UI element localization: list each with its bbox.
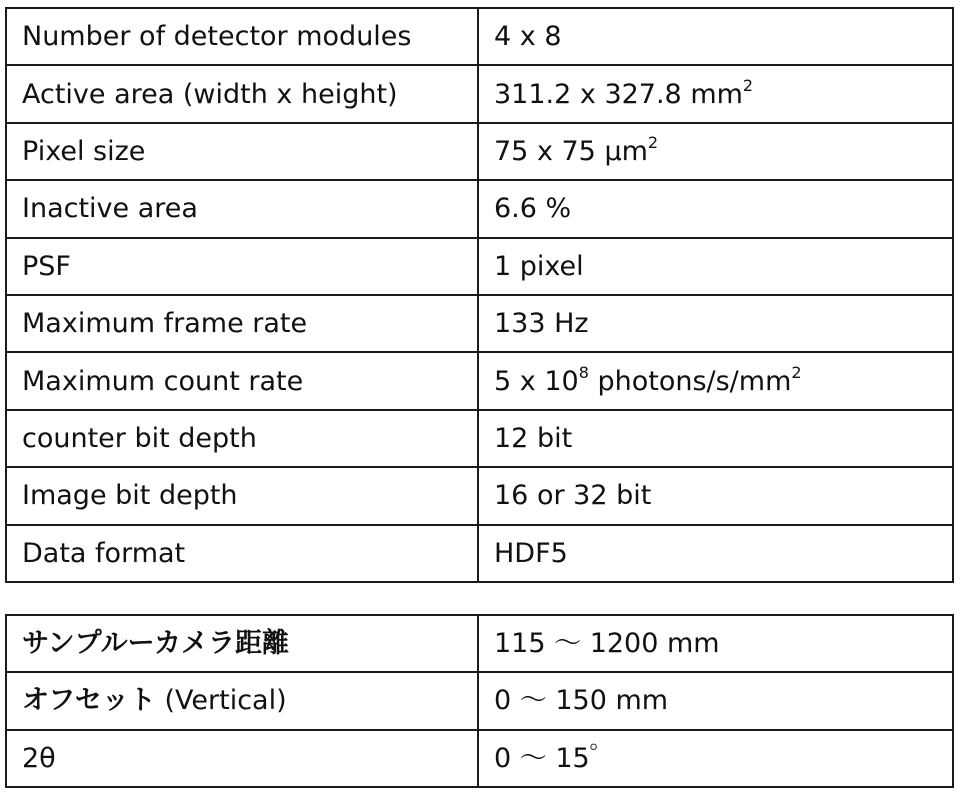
row-label: Data format: [6, 525, 478, 582]
row-value: 311.2 x 327.8 $mm^2$: [478, 65, 953, 122]
row-value: 6.6 %: [478, 180, 953, 237]
table-row: [6, 410, 953, 467]
table-row: [6, 123, 953, 180]
row-value: 4 x 8: [478, 8, 953, 65]
table-row: [6, 672, 953, 729]
row-label: Maximum frame rate: [6, 295, 478, 352]
row-value: 5 x $10^8$ photons/$s/mm^2$: [478, 352, 953, 409]
row-label: counter bit depth: [6, 410, 478, 467]
table-row: [6, 238, 953, 295]
row-label: Inactive area: [6, 180, 478, 237]
row-value: 12 bit: [478, 410, 953, 467]
table-row: [6, 730, 953, 787]
table-row: [6, 615, 953, 672]
table-row: [6, 467, 953, 524]
row-label: 2θ: [6, 730, 478, 787]
row-label: PSF: [6, 238, 478, 295]
camera-geometry-table: [5, 614, 954, 788]
row-label: Number of detector modules: [6, 8, 478, 65]
table-row: [6, 8, 953, 65]
row-label: Maximum count rate: [6, 352, 478, 409]
row-label: Active area (width x height): [6, 65, 478, 122]
table-row: [6, 180, 953, 237]
table-row: [6, 65, 953, 122]
row-label: サンプルーカメラ距離: [6, 615, 478, 672]
table-row: [6, 525, 953, 582]
row-value: 1 pixel: [478, 238, 953, 295]
row-value: HDF5: [478, 525, 953, 582]
row-value: 115 〜 1200 mm: [478, 615, 953, 672]
row-label: Pixel size: [6, 123, 478, 180]
row-value: 0 〜 15゜: [478, 730, 953, 787]
table-row: [6, 295, 953, 352]
row-value: 16 or 32 bit: [478, 467, 953, 524]
table-row: [6, 352, 953, 409]
detector-spec-table: [5, 7, 954, 583]
row-value: 75 x 75 $\mu m^2$: [478, 123, 953, 180]
row-value: 133 Hz: [478, 295, 953, 352]
row-label: Image bit depth: [6, 467, 478, 524]
row-label: オフセット (Vertical): [6, 672, 478, 729]
row-value: 0 〜 150 mm: [478, 672, 953, 729]
